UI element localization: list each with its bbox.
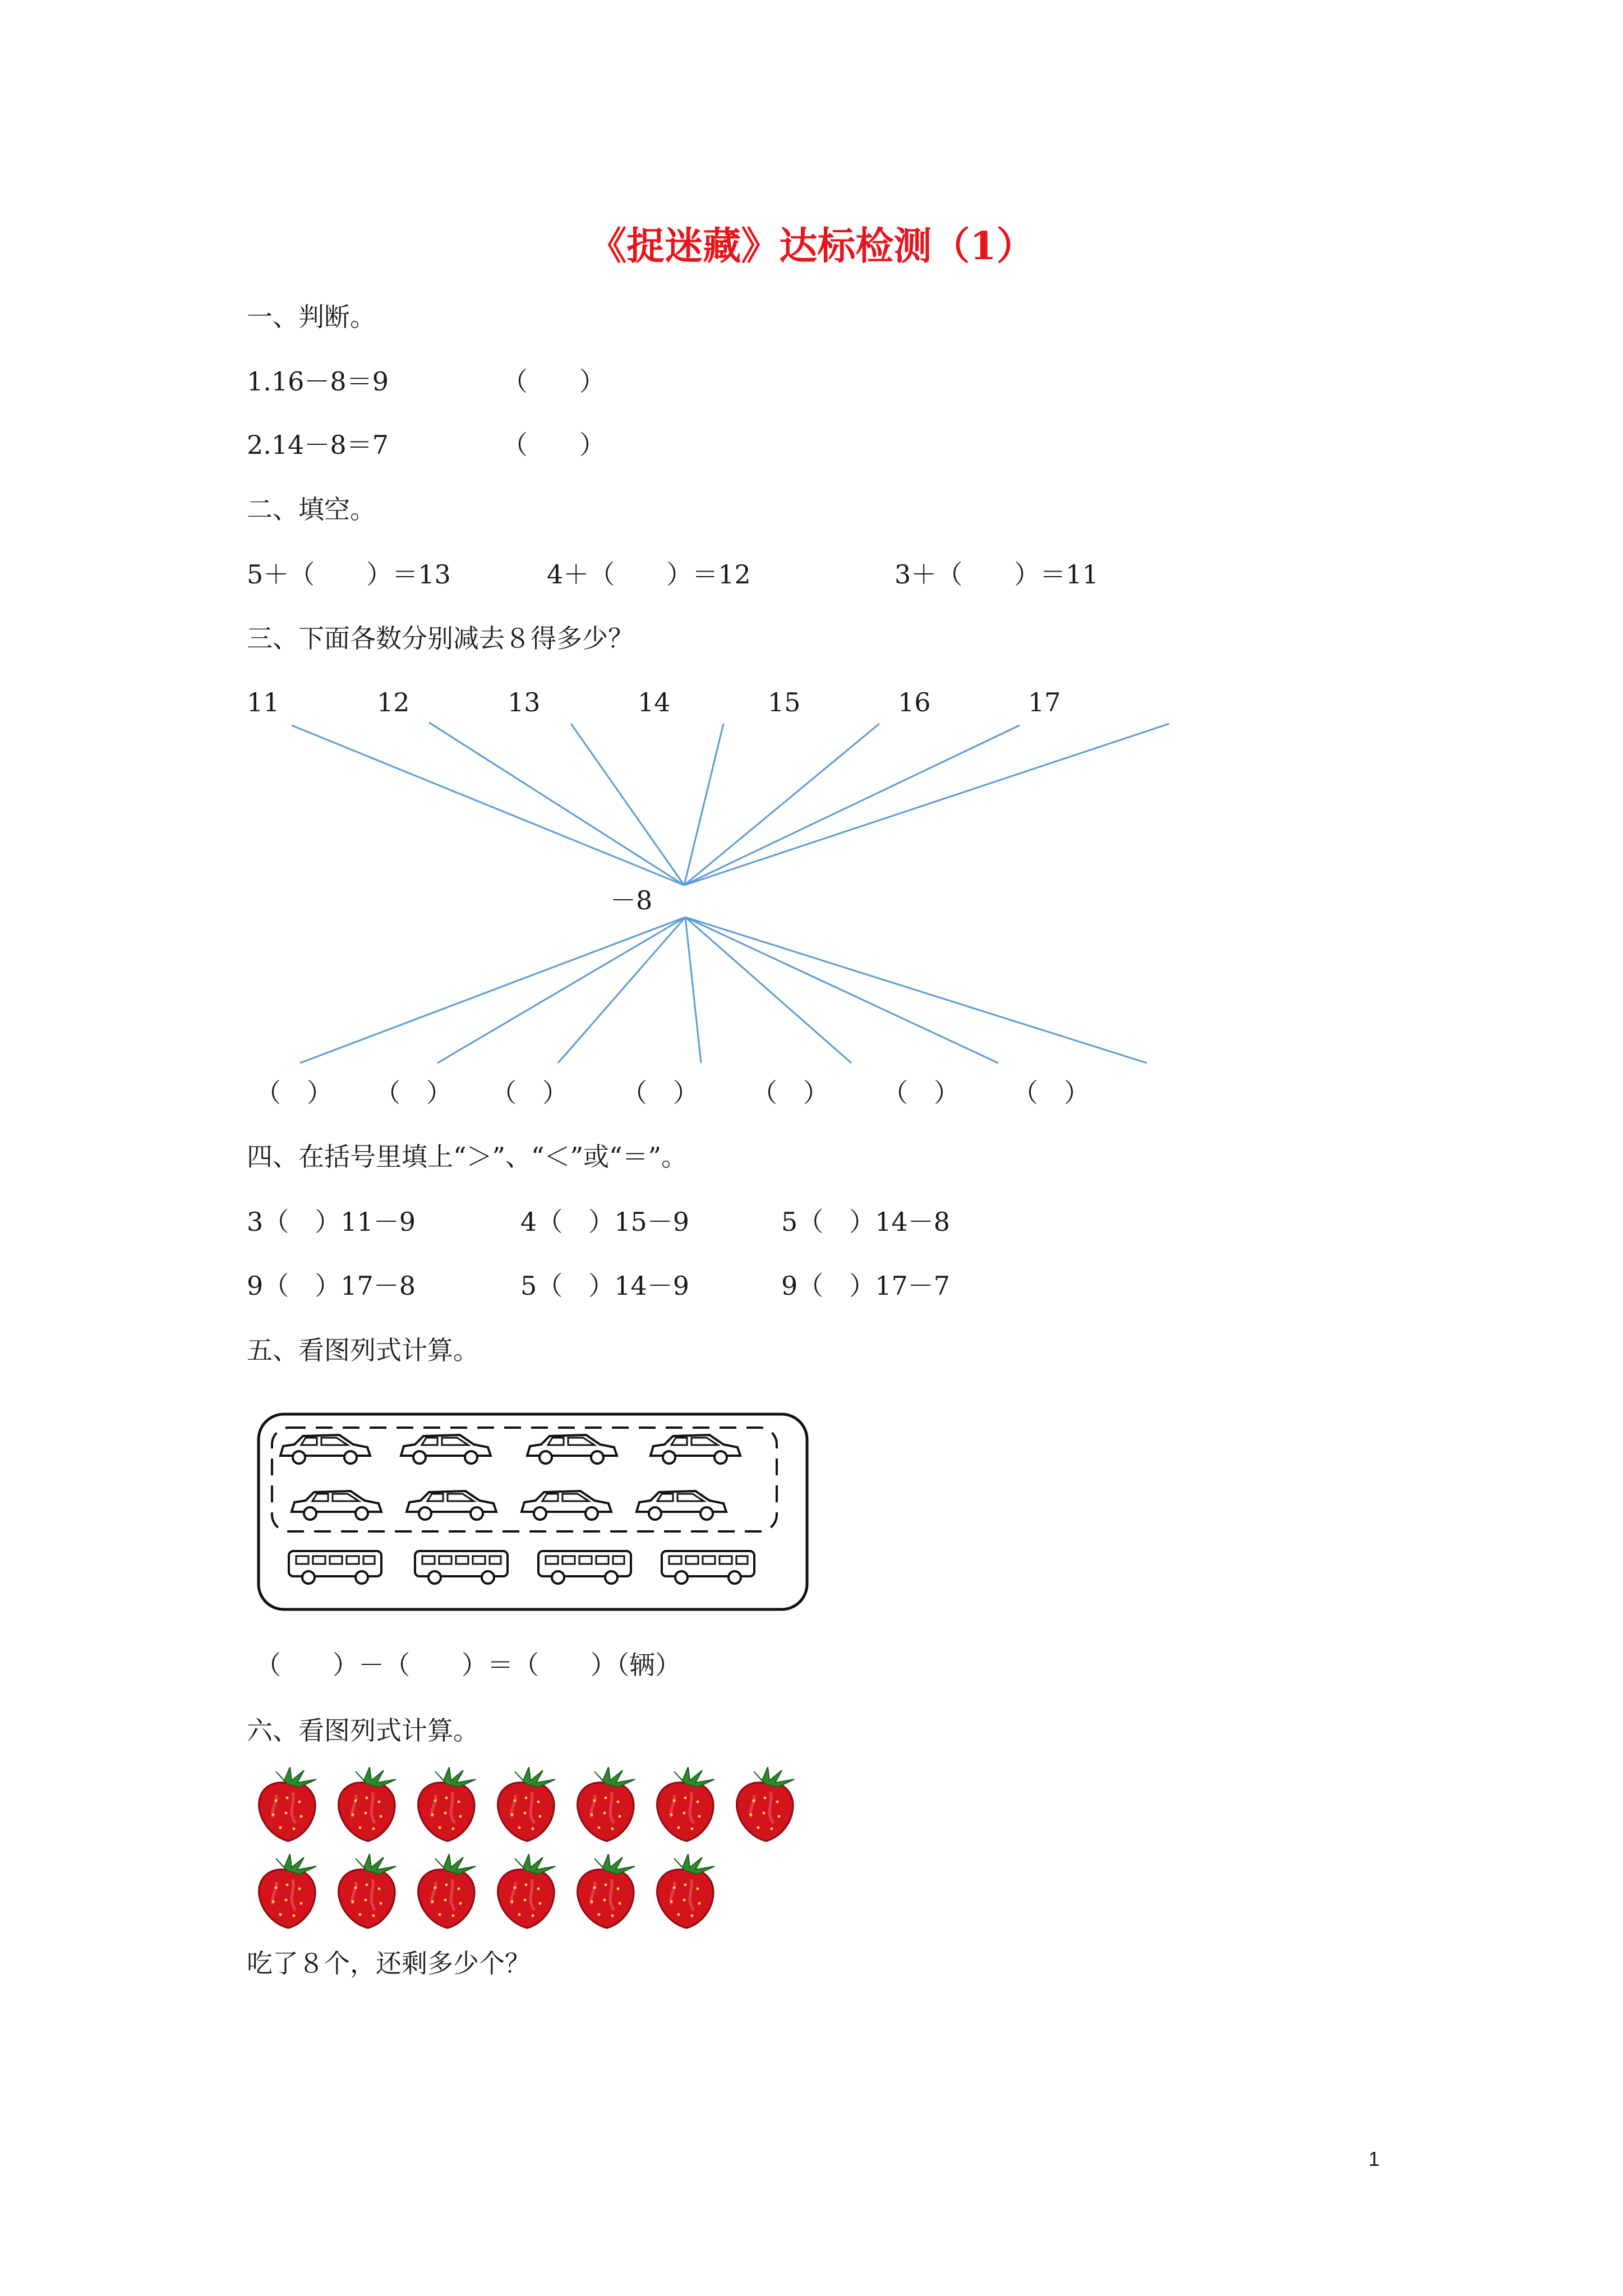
fill-item-3[interactable]: 3＋（ ）＝11: [895, 559, 1099, 590]
number-13: 13: [508, 687, 541, 717]
strawberry-icon: [339, 1767, 396, 1841]
section6-heading: 六、看图列式计算。: [247, 1715, 479, 1746]
vehicle-equation[interactable]: （ ）－（ ）＝（ ）（辆）: [255, 1650, 681, 1680]
strawberry-row-1: [253, 1767, 814, 1846]
answer-blank-3[interactable]: （ ）: [491, 1078, 568, 1108]
judge-item-1: 1.16－8＝9: [247, 366, 389, 397]
section2-heading: 二、填空。: [247, 494, 376, 524]
strawberry-icon: [418, 1767, 476, 1841]
judge-blank-1[interactable]: （ ）: [502, 366, 605, 397]
answer-blank-4[interactable]: （ ）: [621, 1078, 699, 1108]
minus-eight-center: －8: [610, 885, 653, 915]
compare-item-2[interactable]: 4（ ）15－9: [520, 1207, 690, 1237]
section4-heading: 四、在括号里填上“＞”、“＜”或“＝”。: [247, 1142, 688, 1172]
number-15: 15: [768, 687, 801, 717]
strawberry-icon: [578, 1854, 635, 1928]
answer-blank-6[interactable]: （ ）: [882, 1078, 960, 1108]
compare-item-4[interactable]: 9（ ）17－8: [247, 1271, 416, 1301]
page-number: 1: [1368, 2147, 1380, 2170]
strawberry-icon: [498, 1767, 555, 1841]
compare-item-6[interactable]: 9（ ）17－7: [781, 1271, 951, 1301]
answer-blank-2[interactable]: （ ）: [375, 1078, 452, 1108]
number-16: 16: [898, 687, 931, 717]
judge-item-2: 2.14－8＝7: [247, 430, 389, 460]
compare-item-1[interactable]: 3（ ）11－9: [247, 1207, 416, 1237]
section1-heading: 一、判断。: [247, 302, 376, 332]
number-17: 17: [1028, 687, 1061, 717]
answer-blank-7[interactable]: （ ）: [1012, 1078, 1090, 1108]
strawberry-icon: [259, 1854, 316, 1928]
number-14: 14: [638, 687, 671, 717]
fill-item-2[interactable]: 4＋（ ）＝12: [547, 559, 751, 590]
vehicles-picture: [255, 1411, 810, 1613]
strawberry-icon: [737, 1767, 794, 1841]
strawberry-icon: [259, 1767, 316, 1841]
strawberry-icon: [418, 1854, 476, 1928]
compare-item-3[interactable]: 5（ ）14－8: [781, 1207, 951, 1237]
answer-blank-5[interactable]: （ ）: [751, 1078, 829, 1108]
strawberry-row-2: [253, 1854, 814, 1932]
strawberry-icon: [498, 1854, 555, 1928]
strawberry-question: 吃了８个，还剩多少个？: [247, 1948, 531, 1978]
section3-heading: 三、下面各数分别减去８得多少？: [247, 623, 634, 654]
strawberry-icon: [657, 1767, 714, 1841]
strawberry-icon: [657, 1854, 714, 1928]
page-title: 《捉迷藏》达标检测（1）: [588, 224, 1035, 269]
number-12: 12: [377, 687, 410, 717]
compare-item-5[interactable]: 5（ ）14－9: [520, 1271, 690, 1301]
number-11: 11: [247, 687, 280, 717]
section5-heading: 五、看图列式计算。: [247, 1335, 479, 1365]
judge-blank-2[interactable]: （ ）: [502, 430, 605, 460]
fill-item-1[interactable]: 5＋（ ）＝13: [247, 559, 451, 590]
strawberry-icon: [578, 1767, 635, 1841]
strawberry-icon: [339, 1854, 396, 1928]
answer-blank-1[interactable]: （ ）: [255, 1078, 333, 1108]
